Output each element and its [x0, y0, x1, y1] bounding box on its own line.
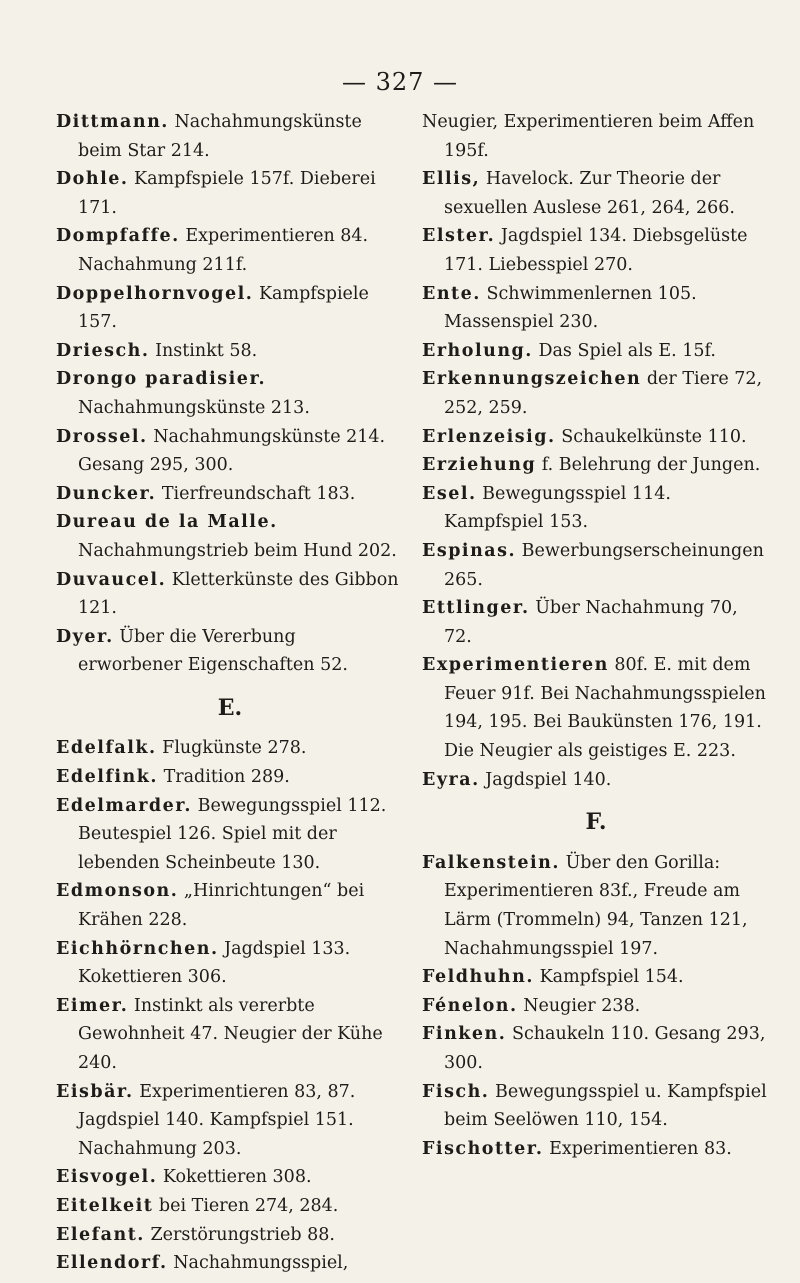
index-entry	[422, 423, 770, 452]
index-references: Schaukelkünste 110.	[561, 426, 747, 447]
index-entry	[422, 165, 770, 222]
index-headword: Ellis,	[422, 169, 481, 190]
section-f-entries	[422, 849, 770, 1164]
index-headword: Dyer.	[56, 626, 114, 647]
index-headword: Driesch.	[56, 340, 150, 361]
index-entry	[422, 480, 770, 537]
index-references: f. Belehrung der Jungen.	[541, 455, 761, 476]
index-references: Experimentieren 83.	[549, 1138, 732, 1159]
index-entry	[422, 1078, 770, 1135]
index-entry	[422, 280, 770, 337]
index-entry	[56, 165, 404, 222]
index-entry	[56, 280, 404, 337]
index-headword: Experimentieren	[422, 655, 609, 676]
index-entry	[56, 108, 404, 165]
index-headword: Dureau de la Malle.	[56, 512, 278, 533]
section-letter-e: E.	[217, 694, 243, 721]
index-references: Neugier, Experimentieren beim Affen 195f.	[422, 112, 755, 161]
index-column-left	[56, 108, 404, 1278]
index-entry	[422, 1020, 770, 1077]
index-references: Jagdspiel 134. Diebsgelüste 171. Liebesspiel 270.	[444, 226, 748, 275]
index-entry	[56, 623, 404, 680]
index-entry	[56, 792, 404, 878]
index-entry	[422, 1135, 770, 1164]
index-headword: Ellendorf.	[56, 1253, 168, 1274]
section-e-entries-continued	[422, 108, 770, 794]
index-references: Bewegungsspiel 114. Kampfspiel 153.	[444, 483, 671, 533]
index-headword: Edelmarder.	[56, 795, 193, 816]
index-headword: Duvaucel.	[56, 569, 167, 590]
index-references: bei Tieren 274, 284.	[158, 1195, 339, 1216]
index-headword: Doppelhornvogel.	[56, 283, 254, 304]
index-references: Jagdspiel 140.	[485, 769, 612, 790]
index-headword: Eimer.	[56, 995, 129, 1016]
index-references: Kampfspiele 157f. Dieberei 171.	[78, 169, 376, 218]
index-headword: Drossel.	[56, 426, 148, 447]
index-references: Instinkt als vererbte Gewohnheit 47. Neugier der Kühe 240.	[78, 995, 383, 1073]
index-headword: Eyra.	[422, 769, 480, 790]
index-references: Über die Vererbung erworbener Eigenschaften 52.	[78, 626, 348, 676]
index-entry	[56, 1221, 404, 1250]
index-references: Bewegungsspiel 112. Beutespiel 126. Spiel mit der lebenden Scheinbeute 130.	[78, 795, 387, 873]
index-entry	[56, 734, 404, 763]
index-references: Experimentieren 84. Nachahmung 211f.	[78, 226, 369, 275]
index-entry	[56, 1078, 404, 1164]
index-references: Instinkt 58.	[155, 340, 258, 361]
index-references: Flugkünste 278.	[162, 738, 307, 759]
index-headword: Fénelon.	[422, 995, 518, 1016]
section-letter-f: F.	[585, 809, 607, 836]
index-entry	[56, 877, 404, 934]
index-entry	[422, 451, 770, 480]
index-headword: Eisvogel.	[56, 1167, 158, 1188]
index-references: Nachahmungstrieb beim Hund 202.	[78, 540, 397, 561]
index-references: Bewegungsspiel u. Kampfspiel beim Seelöwen 110, 154.	[444, 1081, 767, 1131]
index-references: Tradition 289.	[163, 767, 290, 788]
index-references: Nachahmungskünste 213.	[78, 397, 310, 418]
index-column-right	[422, 108, 770, 1163]
index-entry	[56, 1249, 404, 1278]
index-headword: Erlenzeisig.	[422, 426, 556, 447]
index-headword: Edmonson.	[56, 881, 179, 902]
index-references: Über Nachahmung 70, 72.	[444, 598, 738, 647]
index-references: 80f. E. mit dem Feuer 91f. Bei Nachahmungsspielen 194, 195. Bei Baukünsten 176, 191. Die Neugier als geistiges E. 223.	[444, 655, 766, 762]
index-headword: Edelfalk.	[56, 738, 157, 759]
index-headword: Feldhuhn.	[422, 967, 534, 988]
index-headword: Erkennungszeichen	[422, 369, 642, 390]
index-references: Neugier 238.	[523, 995, 641, 1016]
index-entry	[422, 849, 770, 963]
index-references: Kampfspiel 154.	[539, 967, 684, 988]
index-references: Kletterkünste des Gibbon 121.	[78, 569, 399, 619]
index-headword: Eisbär.	[56, 1081, 134, 1102]
index-references: „Hinrichtungen“ bei Krähen 228.	[78, 881, 365, 931]
index-references: der Tiere 72, 252, 259.	[444, 369, 763, 418]
index-entry	[422, 594, 770, 651]
index-headword: Edelfink.	[56, 767, 158, 788]
index-entry	[56, 1163, 404, 1192]
index-references: Das Spiel als E. 15f.	[538, 340, 716, 361]
index-entry	[56, 508, 404, 565]
index-entry	[422, 222, 770, 279]
index-headword: Falkenstein.	[422, 852, 560, 873]
page-number: — 327 —	[341, 68, 459, 96]
index-references: Kampfspiele 157.	[78, 283, 369, 333]
index-headword: Elster.	[422, 226, 496, 247]
index-references: Havelock. Zur Theorie der sexuellen Auslese 261, 264, 266.	[444, 169, 735, 218]
index-entry	[56, 992, 404, 1078]
index-references: Über den Gorilla: Experimentieren 83f., Freude am Lärm (Trommeln) 94, Tanzen 121, Nachahmungsspiel 197.	[444, 852, 748, 959]
index-headword: Esel.	[422, 483, 477, 504]
index-entry	[56, 480, 404, 509]
index-entry	[56, 365, 404, 422]
index-entry	[422, 537, 770, 594]
index-references: Nachahmungskünste beim Star 214.	[78, 112, 362, 161]
section-d-entries	[56, 108, 404, 680]
index-headword: Ente.	[422, 283, 481, 304]
index-references: Nachahmungskünste 214. Gesang 295, 300.	[78, 426, 386, 476]
index-entry	[422, 963, 770, 992]
index-entry	[422, 992, 770, 1021]
index-headword: Espinas.	[422, 540, 517, 561]
index-references: Experimentieren 83, 87. Jagdspiel 140. Kampfspiel 151. Nachahmung 203.	[78, 1081, 356, 1159]
index-headword: Dompfaffe.	[56, 226, 180, 247]
index-entry	[422, 108, 770, 165]
index-references: Tierfreundschaft 183.	[161, 483, 356, 504]
index-entry	[422, 337, 770, 366]
index-entry	[56, 423, 404, 480]
index-entry	[422, 766, 770, 795]
index-references: Bewerbungserscheinungen 265.	[444, 540, 764, 590]
index-headword: Duncker.	[56, 483, 157, 504]
index-references: Zerstörungstrieb 88.	[150, 1224, 335, 1245]
index-headword: Finken.	[422, 1024, 507, 1045]
index-headword: Ettlinger.	[422, 598, 530, 619]
index-entry	[56, 935, 404, 992]
index-entry	[422, 651, 770, 765]
index-references: Jagdspiel 133. Kokettieren 306.	[78, 938, 351, 988]
index-entry	[56, 763, 404, 792]
index-headword: Eitelkeit	[56, 1195, 154, 1216]
index-entry	[422, 365, 770, 422]
index-headword: Eichhörnchen.	[56, 938, 219, 959]
index-references: Nachahmungsspiel,	[173, 1253, 349, 1274]
index-references: Kokettieren 308.	[162, 1167, 312, 1188]
section-e-entries	[56, 734, 404, 1277]
index-headword: Fisch.	[422, 1081, 490, 1102]
index-entry	[56, 1192, 404, 1221]
index-headword: Dohle.	[56, 169, 129, 190]
index-entry	[56, 222, 404, 279]
index-entry	[56, 337, 404, 366]
index-headword: Dittmann.	[56, 112, 169, 132]
index-references: Schwimmenlernen 105. Massenspiel 230.	[444, 283, 697, 333]
index-headword: Erholung.	[422, 340, 533, 361]
index-references: Schaukeln 110. Gesang 293, 300.	[444, 1024, 766, 1073]
index-headword: Elefant.	[56, 1224, 145, 1245]
index-headword: Fischotter.	[422, 1138, 544, 1159]
index-entry	[56, 566, 404, 623]
index-headword: Drongo paradisier.	[56, 369, 267, 390]
index-headword: Erziehung	[422, 455, 537, 476]
